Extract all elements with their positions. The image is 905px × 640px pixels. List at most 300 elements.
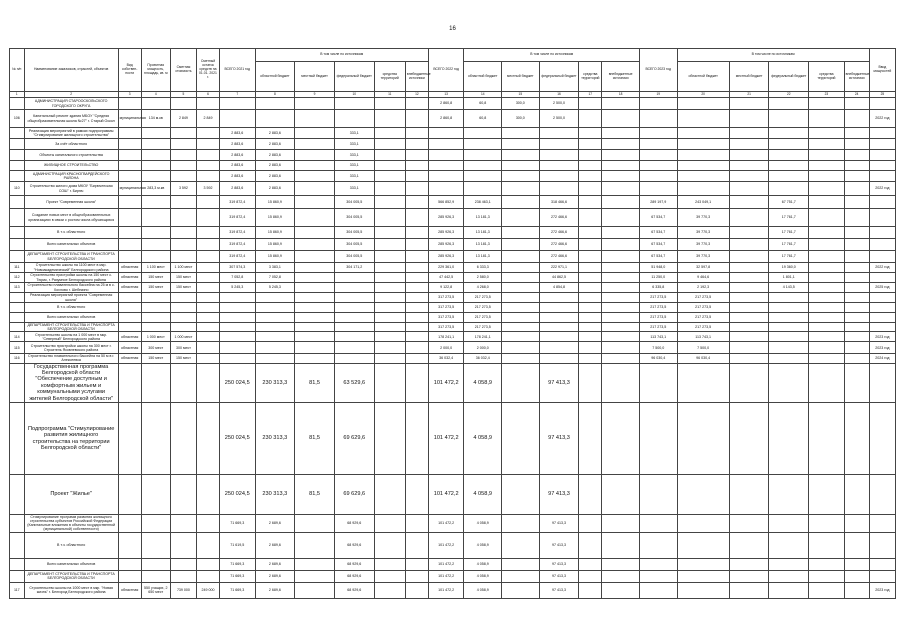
amount-cell xyxy=(334,342,374,354)
amount-cell xyxy=(334,332,374,342)
amount-cell: 15 860,9 xyxy=(255,251,295,263)
amount-cell xyxy=(844,251,869,263)
ownership-kind xyxy=(118,515,141,533)
amount-cell xyxy=(219,303,255,313)
amount-cell xyxy=(809,515,845,533)
amount-cell: 101 472,2 xyxy=(428,558,464,570)
header-fed: федеральный бюджет xyxy=(334,62,374,92)
amount-cell xyxy=(844,363,869,403)
amount-cell xyxy=(405,251,428,263)
ownership-kind: областная xyxy=(118,263,141,273)
amount-cell xyxy=(219,323,255,332)
amount-cell xyxy=(579,558,602,570)
row-number: 111 xyxy=(10,263,25,273)
amount-cell: 81,5 xyxy=(295,403,335,475)
amount-cell xyxy=(579,98,602,110)
amount-cell xyxy=(809,332,845,342)
amount-cell xyxy=(809,196,845,209)
amount-cell: 2 883,6 xyxy=(219,161,255,171)
commissioning-period xyxy=(869,128,895,139)
amount-cell xyxy=(769,332,809,342)
amount-cell: 113 743,1 xyxy=(677,332,729,342)
amount-cell xyxy=(602,239,640,251)
amount-cell xyxy=(769,342,809,354)
amount-cell: 4 058,9 xyxy=(464,570,502,582)
page-number: 16 xyxy=(449,26,456,32)
amount-cell xyxy=(502,558,540,570)
row-number: 113 xyxy=(10,283,25,293)
amount-cell xyxy=(295,239,335,251)
amount-cell xyxy=(809,273,845,283)
table-row xyxy=(10,150,896,161)
table-row xyxy=(10,582,896,598)
table-row xyxy=(10,251,896,263)
amount-cell: 2 860,8 xyxy=(428,98,464,110)
amount-cell xyxy=(844,239,869,251)
amount-cell: 97 413,3 xyxy=(539,582,579,598)
amount-cell xyxy=(809,139,845,150)
commissioning-period xyxy=(869,239,895,251)
capacity xyxy=(141,313,170,323)
amount-cell xyxy=(602,139,640,150)
amount-cell xyxy=(405,171,428,182)
estimated-cost: 150 мест xyxy=(170,283,196,293)
column-number: 13 xyxy=(428,92,464,98)
amount-cell: 2 689,6 xyxy=(255,558,295,570)
amount-cell: 2 883,6 xyxy=(219,139,255,150)
remaining-cost xyxy=(197,303,220,313)
amount-cell: 4 058,9 xyxy=(464,582,502,598)
amount-cell xyxy=(844,532,869,558)
remaining-cost xyxy=(197,323,220,332)
amount-cell: 101 472,2 xyxy=(428,515,464,533)
table-row xyxy=(10,227,896,239)
remaining-cost xyxy=(197,354,220,363)
amount-cell xyxy=(374,98,405,110)
amount-cell xyxy=(539,342,579,354)
amount-cell xyxy=(374,263,405,273)
amount-cell: 304 005,5 xyxy=(334,196,374,209)
amount-cell: 101 472,2 xyxy=(428,403,464,475)
amount-cell: 217 273,5 xyxy=(464,293,502,303)
amount-cell: 68 929,6 xyxy=(334,558,374,570)
amount-cell xyxy=(579,582,602,598)
amount-cell xyxy=(219,293,255,303)
amount-cell xyxy=(502,570,540,582)
table-row xyxy=(10,354,896,363)
ownership-kind: областная xyxy=(118,283,141,293)
table-row xyxy=(10,323,896,332)
amount-cell xyxy=(374,582,405,598)
column-number: 20 xyxy=(677,92,729,98)
amount-cell xyxy=(502,128,540,139)
amount-cell xyxy=(579,251,602,263)
amount-cell: 317 273,5 xyxy=(428,313,464,323)
amount-cell xyxy=(844,303,869,313)
amount-cell xyxy=(255,354,295,363)
amount-cell xyxy=(769,293,809,303)
amount-cell: 4 058,9 xyxy=(464,515,502,533)
capacity xyxy=(141,171,170,182)
column-number: 4 xyxy=(141,92,170,98)
amount-cell xyxy=(809,558,845,570)
amount-cell: 17 761,7 xyxy=(769,209,809,227)
amount-cell xyxy=(502,582,540,598)
ownership-kind xyxy=(118,139,141,150)
capacity xyxy=(141,128,170,139)
amount-cell xyxy=(539,303,579,313)
table-row xyxy=(10,363,896,403)
amount-cell xyxy=(729,239,769,251)
amount-cell: 2 000,0 xyxy=(464,342,502,354)
column-number: 5 xyxy=(170,92,196,98)
capacity xyxy=(141,161,170,171)
amount-cell: 19 360,0 xyxy=(769,263,809,273)
amount-cell xyxy=(579,363,602,403)
amount-cell xyxy=(502,332,540,342)
amount-cell: 217 273,5 xyxy=(677,303,729,313)
row-number xyxy=(10,303,25,313)
amount-cell xyxy=(769,171,809,182)
estimated-cost: 739 000 xyxy=(170,582,196,598)
remaining-cost xyxy=(197,342,220,354)
amount-cell xyxy=(809,363,845,403)
amount-cell: 250 024,5 xyxy=(219,403,255,475)
amount-cell: 272 466,6 xyxy=(539,239,579,251)
amount-cell xyxy=(809,227,845,239)
remaining-cost xyxy=(197,171,220,182)
header-mest: местный бюджет xyxy=(295,62,335,92)
ownership-kind: областная xyxy=(118,332,141,342)
remaining-cost xyxy=(197,273,220,283)
amount-cell xyxy=(809,283,845,293)
table-row xyxy=(10,263,896,273)
ownership-kind xyxy=(118,161,141,171)
amount-cell xyxy=(374,558,405,570)
amount-cell xyxy=(295,209,335,227)
amount-cell xyxy=(374,342,405,354)
amount-cell xyxy=(602,227,640,239)
table-row xyxy=(10,161,896,171)
estimated-cost xyxy=(170,98,196,110)
row-number xyxy=(10,293,25,303)
ownership-kind xyxy=(118,227,141,239)
amount-cell: 71 669,3 xyxy=(219,558,255,570)
amount-cell xyxy=(405,532,428,558)
remaining-cost xyxy=(197,475,220,515)
amount-cell xyxy=(729,273,769,283)
amount-cell: 67 751,7 xyxy=(769,196,809,209)
row-name: Проект "Современная школа" xyxy=(24,196,118,209)
amount-cell xyxy=(809,150,845,161)
amount-cell: 333,1 xyxy=(334,150,374,161)
amount-cell: 68 929,6 xyxy=(334,515,374,533)
amount-cell: 2 883,6 xyxy=(255,139,295,150)
amount-cell: 217 273,5 xyxy=(464,303,502,313)
header-obl: областной бюджет xyxy=(255,62,295,92)
column-number: 15 xyxy=(502,92,540,98)
row-name: Капитальный ремонт здания МБОУ "Средняя общеобразовательная школа №27" г. Старый Оскол xyxy=(24,110,118,128)
amount-cell: 217 273,5 xyxy=(677,323,729,332)
amount-cell xyxy=(255,303,295,313)
amount-cell xyxy=(334,313,374,323)
amount-cell: 2 883,6 xyxy=(219,171,255,182)
amount-cell xyxy=(809,323,845,332)
amount-cell: 51 948,0 xyxy=(639,263,677,273)
amount-cell xyxy=(502,354,540,363)
amount-cell xyxy=(502,182,540,196)
estimated-cost: 3 592 xyxy=(170,182,196,196)
amount-cell xyxy=(639,98,677,110)
amount-cell: 319 872,4 xyxy=(219,196,255,209)
amount-cell: 60,8 xyxy=(464,110,502,128)
amount-cell: 13 181,3 xyxy=(464,239,502,251)
amount-cell xyxy=(729,263,769,273)
amount-cell: 272 466,6 xyxy=(539,209,579,227)
commissioning-period xyxy=(869,227,895,239)
amount-cell xyxy=(729,332,769,342)
amount-cell xyxy=(844,182,869,196)
amount-cell xyxy=(602,283,640,293)
ownership-kind xyxy=(118,363,141,403)
column-number: 7 xyxy=(219,92,255,98)
amount-cell xyxy=(295,227,335,239)
estimated-cost xyxy=(170,239,196,251)
amount-cell xyxy=(295,251,335,263)
capacity xyxy=(141,98,170,110)
amount-cell xyxy=(295,303,335,313)
amount-cell: 304 005,5 xyxy=(334,251,374,263)
amount-cell xyxy=(729,283,769,293)
amount-cell xyxy=(579,239,602,251)
remaining-cost xyxy=(197,150,220,161)
column-number: 21 xyxy=(729,92,769,98)
amount-cell xyxy=(579,515,602,533)
amount-cell xyxy=(295,515,335,533)
commissioning-period xyxy=(869,251,895,263)
amount-cell: 2 689,6 xyxy=(255,570,295,582)
amount-cell xyxy=(602,403,640,475)
amount-cell xyxy=(502,342,540,354)
amount-cell xyxy=(374,139,405,150)
header-terr: средства территорий xyxy=(374,62,405,92)
capacity: 150 мест xyxy=(141,283,170,293)
amount-cell xyxy=(602,363,640,403)
amount-cell: 15 860,9 xyxy=(255,196,295,209)
amount-cell: 3 383,1 xyxy=(255,263,295,273)
amount-cell xyxy=(809,110,845,128)
row-number xyxy=(10,515,25,533)
commissioning-period xyxy=(869,303,895,313)
amount-cell xyxy=(677,128,729,139)
amount-cell xyxy=(602,128,640,139)
estimated-cost xyxy=(170,171,196,182)
amount-cell xyxy=(809,342,845,354)
amount-cell xyxy=(769,128,809,139)
row-number: 117 xyxy=(10,582,25,598)
amount-cell xyxy=(405,110,428,128)
row-name: Строительство пристройки школы на 150 мест с. Тюрик, г. Разумное Белгородского района xyxy=(24,273,118,283)
amount-cell xyxy=(502,475,540,515)
budget-table xyxy=(9,48,896,599)
row-number xyxy=(10,403,25,475)
amount-cell: 4 058,9 xyxy=(464,403,502,475)
amount-cell xyxy=(677,582,729,598)
amount-cell: 17 761,7 xyxy=(769,239,809,251)
amount-cell: 307 574,3 xyxy=(219,263,255,273)
amount-cell: 272 466,6 xyxy=(539,227,579,239)
amount-cell: 39 770,3 xyxy=(677,239,729,251)
amount-cell xyxy=(677,171,729,182)
table-row xyxy=(10,313,896,323)
table-row xyxy=(10,182,896,196)
remaining-cost xyxy=(197,332,220,342)
amount-cell: 69 629,6 xyxy=(334,403,374,475)
estimated-cost xyxy=(170,293,196,303)
amount-cell xyxy=(579,263,602,273)
amount-cell: 2 883,6 xyxy=(219,150,255,161)
ownership-kind: областная xyxy=(118,582,141,598)
amount-cell xyxy=(374,303,405,313)
amount-cell: 47 442,5 xyxy=(428,273,464,283)
table-row xyxy=(10,342,896,354)
amount-cell xyxy=(539,293,579,303)
amount-cell xyxy=(219,342,255,354)
header-cost: Сметная стоимость xyxy=(170,49,196,92)
amount-cell xyxy=(502,171,540,182)
amount-cell xyxy=(539,128,579,139)
amount-cell xyxy=(334,98,374,110)
ownership-kind xyxy=(118,558,141,570)
amount-cell xyxy=(428,171,464,182)
commissioning-period xyxy=(869,293,895,303)
amount-cell xyxy=(374,293,405,303)
amount-cell xyxy=(464,128,502,139)
amount-cell xyxy=(677,532,729,558)
amount-cell xyxy=(844,263,869,273)
amount-cell xyxy=(809,171,845,182)
amount-cell xyxy=(844,570,869,582)
capacity xyxy=(141,209,170,227)
amount-cell xyxy=(405,342,428,354)
remaining-cost xyxy=(197,227,220,239)
amount-cell xyxy=(219,332,255,342)
amount-cell xyxy=(295,139,335,150)
amount-cell xyxy=(334,323,374,332)
amount-cell xyxy=(579,323,602,332)
amount-cell: 13 181,3 xyxy=(464,209,502,227)
amount-cell xyxy=(405,293,428,303)
amount-cell: 67 534,7 xyxy=(639,227,677,239)
amount-cell: 4 058,9 xyxy=(464,475,502,515)
amount-cell: 69 629,6 xyxy=(334,475,374,515)
amount-cell xyxy=(729,303,769,313)
amount-cell xyxy=(295,323,335,332)
amount-cell: 71 619,5 xyxy=(219,532,255,558)
ownership-kind xyxy=(118,150,141,161)
amount-cell: 71 669,3 xyxy=(219,570,255,582)
amount-cell xyxy=(809,251,845,263)
amount-cell xyxy=(579,110,602,128)
table-row xyxy=(10,128,896,139)
row-number xyxy=(10,251,25,263)
amount-cell: 2 192,3 xyxy=(677,283,729,293)
row-name: Строительство жилого дома МКОУ "Бирюченская СОШ" г. Бирюч xyxy=(24,182,118,196)
header-capacity: Проектная мощность, площадь, кв. м xyxy=(141,49,170,92)
amount-cell xyxy=(844,558,869,570)
amount-cell xyxy=(729,570,769,582)
amount-cell xyxy=(405,354,428,363)
amount-cell: 9 122,8 xyxy=(428,283,464,293)
amount-cell xyxy=(809,182,845,196)
amount-cell xyxy=(729,150,769,161)
amount-cell xyxy=(602,182,640,196)
amount-cell xyxy=(405,582,428,598)
amount-cell xyxy=(844,342,869,354)
row-name: Реализация мероприятий проекта "Современная школа" xyxy=(24,293,118,303)
amount-cell xyxy=(374,323,405,332)
row-name: ДЕПАРТАМЕНТ СТРОИТЕЛЬСТВА И ТРАНСПОРТА БЕЛГОРОДСКОЙ ОБЛАСТИ xyxy=(24,251,118,263)
amount-cell: 96 030,4 xyxy=(677,354,729,363)
column-number: 19 xyxy=(639,92,677,98)
amount-cell xyxy=(374,354,405,363)
amount-cell xyxy=(579,570,602,582)
amount-cell xyxy=(639,171,677,182)
amount-cell xyxy=(464,171,502,182)
amount-cell xyxy=(844,273,869,283)
table-row xyxy=(10,239,896,251)
row-number xyxy=(10,196,25,209)
amount-cell xyxy=(295,161,335,171)
amount-cell xyxy=(405,570,428,582)
amount-cell xyxy=(295,293,335,303)
amount-cell xyxy=(602,150,640,161)
capacity: 150 мест xyxy=(141,354,170,363)
amount-cell xyxy=(374,150,405,161)
column-number: 1 xyxy=(10,92,25,98)
amount-cell xyxy=(374,239,405,251)
amount-cell xyxy=(602,263,640,273)
commissioning-period: 2023 год xyxy=(869,332,895,342)
estimated-cost xyxy=(170,139,196,150)
amount-cell xyxy=(255,332,295,342)
commissioning-period xyxy=(869,532,895,558)
amount-cell xyxy=(677,403,729,475)
amount-cell: 44 862,5 xyxy=(539,273,579,283)
amount-cell xyxy=(809,570,845,582)
row-name: Строительство школы на 1000 мест в мкр. "Новая жизнь" г. Белгород Белгородского района xyxy=(24,582,118,598)
amount-cell xyxy=(844,139,869,150)
amount-cell: 317 273,5 xyxy=(428,323,464,332)
estimated-cost: 300 мест xyxy=(170,342,196,354)
commissioning-period: 2023 год xyxy=(869,582,895,598)
commissioning-period xyxy=(869,403,895,475)
amount-cell xyxy=(295,110,335,128)
row-number xyxy=(10,558,25,570)
amount-cell xyxy=(769,475,809,515)
amount-cell xyxy=(374,570,405,582)
commissioning-period: 2024 год xyxy=(869,354,895,363)
amount-cell xyxy=(405,558,428,570)
amount-cell xyxy=(502,293,540,303)
amount-cell xyxy=(539,323,579,332)
column-number: 18 xyxy=(602,92,640,98)
amount-cell xyxy=(539,354,579,363)
amount-cell xyxy=(374,161,405,171)
amount-cell: 243 049,1 xyxy=(677,196,729,209)
remaining-cost xyxy=(197,161,220,171)
amount-cell xyxy=(639,403,677,475)
